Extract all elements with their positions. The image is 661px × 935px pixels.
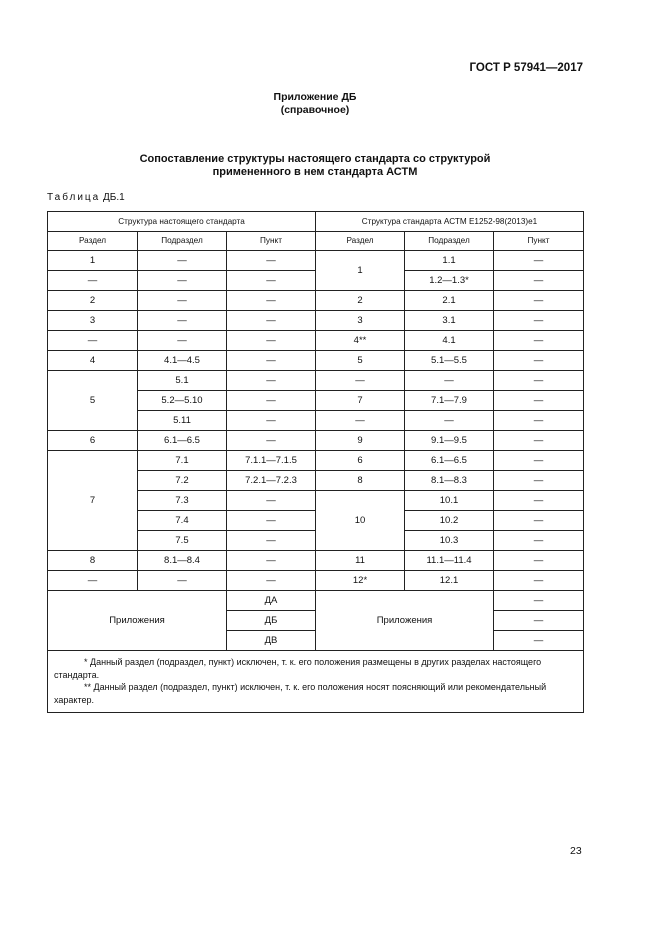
table-row [48, 331, 584, 351]
table-row [48, 371, 584, 391]
table-cell: 7.5 [138, 531, 227, 551]
table-cell: 5.1—5.5 [405, 351, 494, 371]
table-row [48, 291, 584, 311]
table-cell: — [494, 451, 584, 471]
appendix-title-block [0, 91, 630, 117]
table-cell: 6 [48, 431, 138, 451]
table-row [48, 551, 584, 571]
table-notes-row [48, 651, 584, 713]
table-caption-id: ДБ.1 [103, 192, 125, 203]
table-cell: 7 [48, 451, 138, 551]
table-cell: — [405, 371, 494, 391]
table-cell: 1.1 [405, 251, 494, 271]
table-cell: — [494, 531, 584, 551]
table-row [48, 431, 584, 451]
table-cell: — [227, 271, 316, 291]
table-cell: ДБ [227, 611, 316, 631]
table-cell: — [227, 411, 316, 431]
table-cell: — [227, 531, 316, 551]
col-header: Пункт [227, 232, 316, 251]
table-cell: 9 [316, 431, 405, 451]
table-cell: 3 [48, 311, 138, 331]
table-cell-appendices-left: Приложения [48, 591, 227, 651]
table-cell: 10 [316, 491, 405, 551]
table-cell: 8 [48, 551, 138, 571]
page-number: 23 [570, 845, 582, 857]
table-cell: — [227, 291, 316, 311]
table-cell: 7.1.1—7.1.5 [227, 451, 316, 471]
table-cell: — [494, 431, 584, 451]
table-cell: 3.1 [405, 311, 494, 331]
table-row [48, 271, 584, 291]
table-cell: — [494, 631, 584, 651]
table-caption [47, 192, 125, 203]
table-cell: 1.2—1.3* [405, 271, 494, 291]
table-cell: — [227, 571, 316, 591]
table-cell: — [494, 311, 584, 331]
col-header: Раздел [48, 232, 138, 251]
table-cell-appendices-right: Приложения [316, 591, 494, 651]
table-cell: — [227, 511, 316, 531]
table-cell: 5.1 [138, 371, 227, 391]
table-notes [48, 651, 584, 713]
table-row [48, 351, 584, 371]
table-cell: 8.1—8.4 [138, 551, 227, 571]
table-row [48, 451, 584, 471]
table-cell: 2.1 [405, 291, 494, 311]
table-cell: — [494, 331, 584, 351]
group-header-left: Структура настоящего стандарта [48, 212, 316, 232]
heading-line-2: примененного в нем стандарта АСТМ [212, 166, 418, 178]
table-cell: 11 [316, 551, 405, 571]
table-cell: 8 [316, 471, 405, 491]
table-cell: 10.1 [405, 491, 494, 511]
table-cell: 7.4 [138, 511, 227, 531]
table-cell: 3 [316, 311, 405, 331]
table-cell: 5.11 [138, 411, 227, 431]
table-cell: — [138, 331, 227, 351]
section-heading [0, 153, 630, 179]
table-row [48, 311, 584, 331]
table-cell: — [227, 351, 316, 371]
table-cell: 4.1—4.5 [138, 351, 227, 371]
table-cell: 12.1 [405, 571, 494, 591]
table-cell: — [494, 511, 584, 531]
table-cell: 6 [316, 451, 405, 471]
col-header: Пункт [494, 232, 584, 251]
table-row [48, 571, 584, 591]
table-cell: 1 [316, 251, 405, 291]
table-row [48, 591, 584, 611]
col-header: Подраздел [138, 232, 227, 251]
table-cell: — [494, 271, 584, 291]
table-cell: 7.3 [138, 491, 227, 511]
table-cell: — [316, 411, 405, 431]
table-cell: 5 [48, 371, 138, 431]
table-cell: — [494, 611, 584, 631]
table-cell: — [494, 251, 584, 271]
table-cell: — [494, 491, 584, 511]
group-header-right: Структура стандарта АСТМ Е1252-98(2013)е1 [316, 212, 584, 232]
table-cell: — [138, 571, 227, 591]
table-cell: — [227, 431, 316, 451]
table-cell: 2 [48, 291, 138, 311]
table-cell: — [316, 371, 405, 391]
table-cell: 12* [316, 571, 405, 591]
table-cell: 7.1 [138, 451, 227, 471]
table-row [48, 251, 584, 271]
table-cell: 4 [48, 351, 138, 371]
table-cell: — [227, 551, 316, 571]
document-code: ГОСТ Р 57941—2017 [469, 62, 583, 74]
table-cell: — [494, 371, 584, 391]
col-header: Подраздел [405, 232, 494, 251]
table-cell: — [48, 331, 138, 351]
table-cell: — [138, 311, 227, 331]
table-cell: — [227, 331, 316, 351]
table-cell: 2 [316, 291, 405, 311]
table-cell: 6.1—6.5 [405, 451, 494, 471]
table-cell: 10.2 [405, 511, 494, 531]
table-cell: — [138, 291, 227, 311]
table-cell: — [494, 391, 584, 411]
table-cell: — [494, 351, 584, 371]
table-cell: — [48, 271, 138, 291]
table-cell: 4.1 [405, 331, 494, 351]
table-cell: 5.2—5.10 [138, 391, 227, 411]
table-cell: 11.1—11.4 [405, 551, 494, 571]
table-cell: 5 [316, 351, 405, 371]
appendix-title: Приложение ДБ [273, 91, 357, 103]
table-cell: — [227, 491, 316, 511]
table-cell: — [494, 471, 584, 491]
footnote-1: * Данный раздел (подраздел, пункт) исключен, т. к. его положения размещены в других разделах настоящего стандарта. [54, 657, 542, 680]
table-cell: 10.3 [405, 531, 494, 551]
table-cell: — [494, 291, 584, 311]
table-cell: — [138, 251, 227, 271]
table-cell: — [494, 591, 584, 611]
table-cell: — [227, 371, 316, 391]
table-cell: — [138, 271, 227, 291]
table-cell: — [227, 251, 316, 271]
table-cell: ДВ [227, 631, 316, 651]
table-cell: 4** [316, 331, 405, 351]
table-cell: ДА [227, 591, 316, 611]
table-cell: 9.1—9.5 [405, 431, 494, 451]
table-cell: 7.2.1—7.2.3 [227, 471, 316, 491]
table-cell: 1 [48, 251, 138, 271]
table-cell: — [227, 311, 316, 331]
table-cell: — [48, 571, 138, 591]
table-group-header-row [48, 212, 584, 232]
table-cell: — [227, 391, 316, 411]
appendix-subtitle: (справочное) [280, 104, 350, 116]
footnote-2: ** Данный раздел (подраздел, пункт) исключен, т. к. его положения носят поясняющий или рекомендательный характер. [54, 682, 547, 705]
table-cell: 7 [316, 391, 405, 411]
comparison-table [47, 211, 584, 713]
table-cell: — [494, 551, 584, 571]
table-cell: — [494, 411, 584, 431]
table-cell: 8.1—8.3 [405, 471, 494, 491]
table-cell: 6.1—6.5 [138, 431, 227, 451]
table-cell: — [405, 411, 494, 431]
table-cell: 7.1—7.9 [405, 391, 494, 411]
table-cell: — [494, 571, 584, 591]
col-header: Раздел [316, 232, 405, 251]
heading-line-1: Сопоставление структуры настоящего стандарта со структурой [139, 153, 491, 165]
table-caption-word: Таблица [47, 192, 101, 203]
table-cell: 7.2 [138, 471, 227, 491]
table-column-header-row [48, 232, 584, 251]
